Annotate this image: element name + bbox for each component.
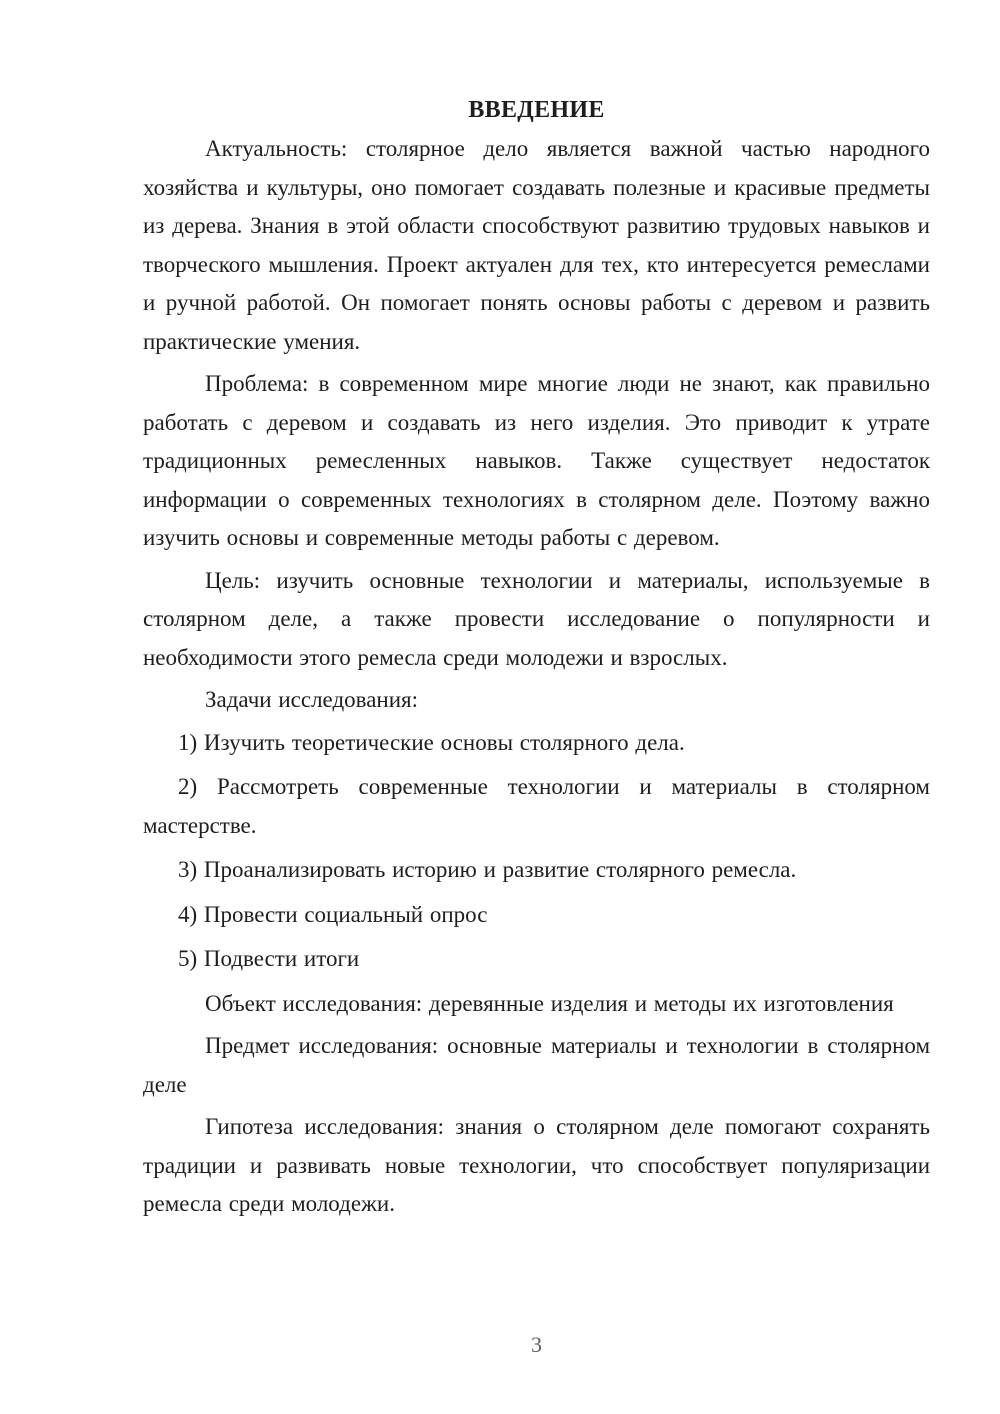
task-item-2: 2) Рассмотреть современные технологии и материалы в столярном мастерстве. xyxy=(143,774,930,838)
page-number: 3 xyxy=(531,1332,542,1357)
task-item-5: 5) Подвести итоги xyxy=(178,946,360,971)
tasks-heading: Задачи исследования: xyxy=(205,687,419,712)
paragraph-research-object: Объект исследования: деревянные изделия и методы их изготовления xyxy=(205,990,894,1016)
document-body xyxy=(143,91,930,1228)
paragraph-problem: Проблема: в современном мире многие люди не знают, как правильно работать с деревом и создавать из него изделия. Это приводит к утрате традиционных ремесленных навыков. Также существует недостаток информации о современных технологиях в столярном деле. Поэтому важно изучить основы и современные методы работы с деревом. xyxy=(143,371,930,550)
task-item-3: 3) Проанализировать историю и развитие столярного ремесла. xyxy=(178,857,797,882)
task-item-4: 4) Провести социальный опрос xyxy=(178,901,488,927)
page-title: ВВЕДЕНИЕ xyxy=(468,97,605,123)
paragraph-relevance: Актуальность: столярное дело является важной частью народного хозяйства и культуры, оно помогает создавать полезные и красивые предметы из дерева. Знания в этой области способствуют развитию трудовых навыков и творческого мышления. Проект актуален для тех, кто интересуется ремеслами и ручной работой. Он помогает понять основы работы с деревом и развить практические умения. xyxy=(143,136,930,354)
paragraph-hypothesis: Гипотеза исследования: знания о столярном деле помогают сохранять традиции и развивать новые технологии, что способствует популяризации ремесла среди молодежи. xyxy=(143,1114,930,1216)
paragraph-goal: Цель: изучить основные технологии и материалы, используемые в столярном деле, а также провести исследование о популярности и необходимости этого ремесла среди молодежи и взрослых. xyxy=(143,567,930,670)
task-item-1: 1) Изучить теоретические основы столярного дела. xyxy=(178,729,685,755)
paragraph-research-subject: Предмет исследования: основные материалы и технологии в столярном деле xyxy=(143,1033,930,1097)
